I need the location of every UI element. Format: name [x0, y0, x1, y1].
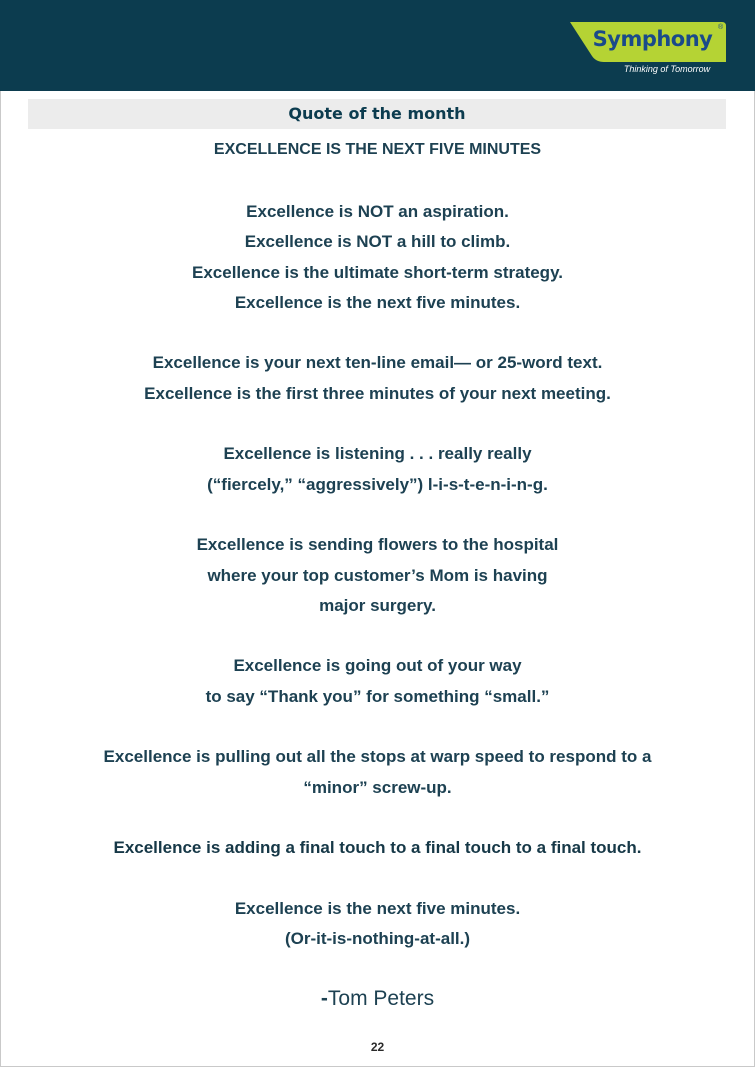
quote-line: major surgery. [319, 595, 436, 615]
logo-tagline: Thinking of Tomorrow [623, 64, 711, 74]
quote-line: Excellence is NOT a hill to climb. [244, 232, 511, 252]
quote-body [40, 197, 715, 985]
author-name: Tom Peters [327, 987, 435, 1010]
stanza-3 [40, 439, 715, 500]
page-number: 22 [370, 1040, 385, 1054]
quote-line: Excellence is the ultimate short-term strategy. [192, 262, 563, 282]
logo-wordmark: Symphony [592, 27, 713, 51]
stanza-6 [40, 742, 715, 803]
quote-line: (Or-it-is-nothing-at-all.) [284, 929, 471, 949]
stanza-5 [40, 651, 715, 712]
quote-line: Excellence is the next five minutes. [234, 292, 521, 312]
section-title: Quote of the month [28, 99, 726, 129]
quote-line: Excellence is the first three minutes of your next meeting. [144, 383, 611, 403]
quote-line: Excellence is listening . . . really really [223, 444, 532, 464]
quote-line: to say “Thank you” for something “small.” [205, 686, 550, 706]
quote-line: Excellence is NOT an aspiration. [246, 202, 509, 221]
quote-line: Excellence is the next five minutes. [234, 898, 521, 918]
registered-mark: ® [718, 24, 724, 31]
stanza-4 [40, 530, 715, 621]
quote-line: Excellence is your next ten-line email— or 25-word text. [152, 353, 603, 373]
quote-line: “minor” screw-up. [303, 777, 452, 797]
quote-line: Excellence is sending flowers to the hospital [196, 535, 559, 555]
author-dash: - [320, 987, 328, 1010]
stanza-1 [40, 197, 715, 318]
quote-line: Excellence is pulling out all the stops at warp speed to respond to a [103, 747, 652, 767]
quote-line: Excellence is adding a final touch to a final touch to a final touch. [113, 838, 642, 858]
stanza-7 [40, 833, 715, 863]
quote-author [0, 984, 755, 1014]
quote-line: Excellence is going out of your way [233, 656, 522, 676]
symphony-logo [566, 20, 728, 76]
header-band [0, 0, 755, 91]
stanza-8 [40, 894, 715, 955]
stanza-2 [40, 348, 715, 409]
quote-line: where your top customer’s Mom is having [207, 565, 548, 585]
quote-line: (“fiercely,” “aggressively”) l-i-s-t-e-n-i-n-g. [207, 474, 548, 494]
quote-headline: EXCELLENCE IS THE NEXT FIVE MINUTES [213, 141, 542, 158]
